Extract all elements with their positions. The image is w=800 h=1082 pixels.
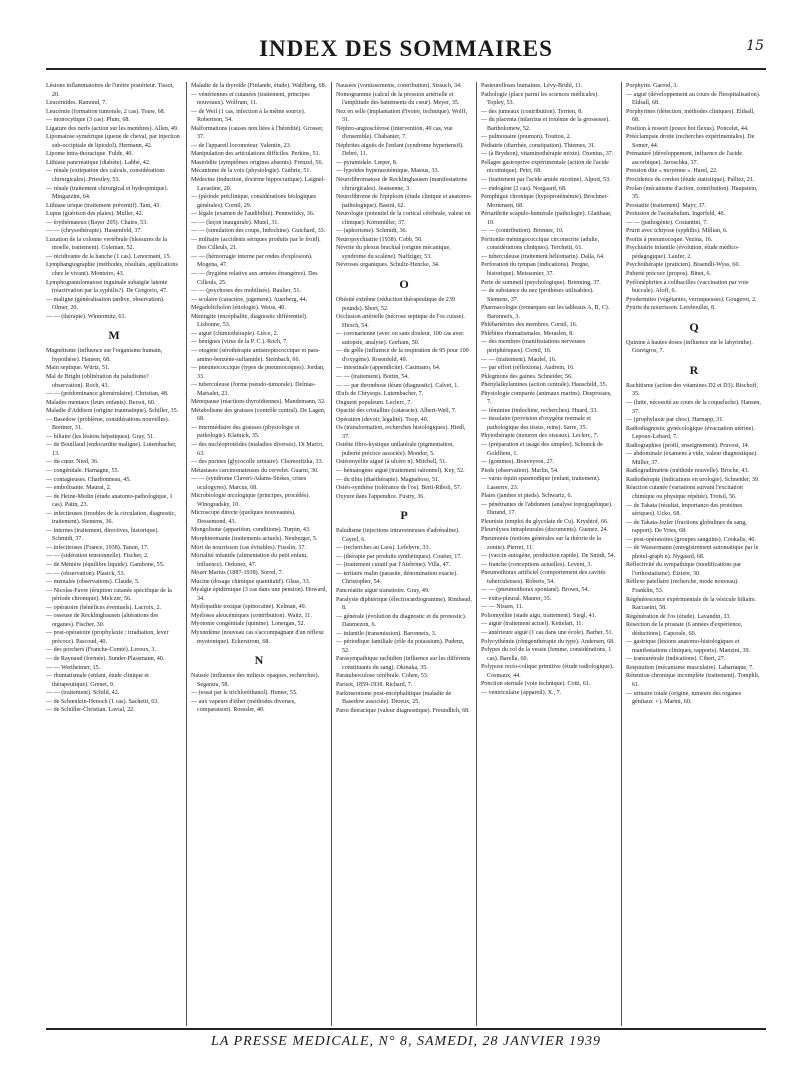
index-entry: — varus équin spasmodique (enfant, traitement). Lasserre, 23. (481, 476, 601, 491)
index-entry: Polycythémie (röntgenthérapie du type). Andersen, 68. (481, 638, 615, 645)
index-entry: — embolisante. Maurat, 2. (46, 485, 112, 492)
index-entry: — de Ménière (équilibre liquide). Gambone, 55. (46, 561, 165, 568)
index-entry: Œufs de Chrysops. Lutembacher, 7. (336, 391, 424, 398)
index-entry: Ostéite fibro-kystique unilatérale (pigmentation, puberté précoce associée). Mondor, 5. (336, 442, 454, 457)
index-entry: — — (hygiène relative aux armées étrangères). Des Cilleuls, 25. (191, 271, 318, 286)
index-entry: — — (traitement). Bottin, 54. (336, 373, 409, 380)
index-entry: Occlusion artérielle (nécrose septique de l'os cuisse). Hirsch, 54. (336, 314, 465, 329)
index-entry: Prostatite (traitement). Mayr, 37. (626, 202, 706, 209)
index-entry: Quinine à hautes doses (influence sur le labyrinthe). Gravigros, 7. (626, 339, 753, 355)
index-entry: Pédiatrie (diarrhée, constipation). Thiemes, 31. (481, 142, 596, 149)
index-entry: — (vaccin autogène, production rapide). De Smidt, 54. (481, 553, 616, 560)
index-entry: Leucémides. Ramond, 7. (46, 100, 107, 107)
index-entry: Radiogradimétrie (méthode nouvelle). Broche, 43. (626, 468, 750, 475)
index-entry: — lypoïdes hyperazotémique. Masius, 33. (336, 168, 440, 175)
index-entry: Néphrites aiguës de l'enfant (syndrome hypertensif). Debré, 11. (336, 142, 464, 158)
index-entry: — — (observation). Plasick, 53. (46, 570, 126, 577)
index-entry: — de Heine-Medin (étude anatomo-pathologique, 1 cas). Patin, 23. (46, 493, 173, 509)
index-entry: — de Takata-Jezler (fractions globulines du sang, rapport). De Vries, 68. (626, 519, 747, 535)
index-entry: — mentales (observations). Claude, 5. (46, 579, 140, 586)
index-columns (46, 82, 766, 1026)
index-entry: — post-opératoires (groupes sanguins). Cookalis, 40. (626, 536, 756, 543)
index-entry: Luxation de la colonne vertébrale (blessures de la moelle, traitement). Coleman, 52. (46, 236, 167, 252)
index-entry: Phlegmons des gaines. Schneider, 56. (481, 373, 573, 380)
index-column (331, 82, 476, 1026)
index-entry: — antérieure aiguë (1 cas dans une école). Barber, 51. (481, 630, 614, 636)
index-entry: Régénération de l'os (étude). Lavandin, 33. (626, 613, 731, 620)
index-entry: — (période préclinique, considérations biologiques générales). Cornil, 29. (191, 194, 317, 209)
index-entry: Puberté précoce (propos). Binet, 6. (626, 271, 712, 278)
index-entry: — militaire (accidents sériques produits par le froid). Des Cilleuls, 21. (191, 236, 321, 252)
index-entry: Lipomatose symétrique (queue de cheval, par injection sub-occipitale de lipiodol). Hermann, 42. (46, 134, 180, 149)
index-entry: — (thérapie par produits synthétiques). Coutier, 17. (336, 553, 462, 560)
index-entry: Lipome intra-thoracique. Fulde, 40. (46, 151, 133, 158)
index-entry: — de Raynaud (formée). Sunder-Plassmann, 40. (46, 656, 165, 662)
index-entry: — (gommes). Bouveyron, 27. (481, 459, 555, 466)
index-entry: — pénétrantes de l'abdomen (analyse topographique). Durand, 17. (481, 501, 613, 517)
index-entry: Lithiase urique (traitement préventif). Tant, 43. (46, 202, 161, 209)
index-entry: Opération (devoir, légalité). Toop, 40. (336, 416, 429, 423)
index-entry: Radiographies (profil, enseignement). Pruvost, 14. (626, 442, 750, 449)
index-entry: — — (pneumothorax spontané). Brown, 54. (481, 587, 589, 594)
index-entry: Nausées (vomissements, contribution). Strauch, 34. (336, 83, 462, 89)
index-entry: — — (prédominance glomérulaire). Christian, 48. (46, 391, 169, 398)
index-entry: Polypes du col de la vessie (femme, considérations, 1 cas). Barella, 60. (481, 647, 612, 662)
index-entry: Malformations (causes non liées à l'hérédité). Grosser, 37. (191, 125, 324, 141)
index-entry: Oxyure dans l'appendice. Fustry, 36. (336, 493, 425, 500)
index-column (186, 82, 331, 1026)
index-entry: Mastoïdite (symptômes origines absents). Frenzel, 56. (191, 159, 324, 166)
index-entry: Mortalité infantile (alimentation du petit enfant, influence). Ordonez, 47. (191, 553, 308, 568)
index-entry: Ostéomyélite aiguë (à ulcère n). Mitchell, 51. (336, 459, 447, 466)
index-entry: Respiration (mécanisme musculaire). Labarraque, 7. (626, 664, 754, 671)
index-entry: — rhumatismale (enfant, étude clinique et thérapeutique). Grenet, 9. (46, 673, 149, 688)
index-entry: Myéloses aleucémiques (contribution). Waitz, 11. (191, 612, 312, 619)
index-entry: Plaies (jambes et pieds). Schwartz, 6. (481, 493, 573, 500)
index-entry: — tuberculeuse (forme pseudo-tumorale). Delmas-Marsalet, 23. (191, 382, 316, 397)
index-entry: Myélopathie toxique (spinocaïne). Kelman, 49. (191, 604, 307, 611)
index-entry: — de Bouillaud (endocardite maligne). Lutembacher, 13. (46, 442, 177, 457)
index-entry: Pancréatite aiguë transitoire. Gray, 49. (336, 587, 430, 594)
index-entry: — osseuse de Recklinghausen (altérations des organes). Fischer, 30. (46, 613, 159, 628)
index-entry: Poliomyélite (stade aigu, traitement). Siegl, 41. (481, 612, 597, 619)
index-entry: Neuropsychiatrie (1938). Cobb, 50. (336, 236, 423, 243)
index-entry: Pieds (observation). Marlin, 54. (481, 467, 559, 474)
index-entry: — rénale (extirpation des calculs, considérations chirurgicales). Priestley, 53. (46, 168, 165, 184)
index-entry: Métabolisme des graisses (contrôle central). De Lagen, 68. (191, 407, 326, 423)
index-entry: — urinaire totale (origine, tumeurs des organes génitaux ♀). Marini, 60. (626, 690, 742, 706)
section-letter: Q (689, 319, 699, 334)
index-entry: — de Schüller-Christian. Lavial, 22. (46, 707, 135, 714)
index-entry: — du placenta (infarctus et toxémie de la grossesse). Bartholomew, 52. (481, 117, 610, 132)
index-entry: Périarthrite scapulo-humérale (pathologie). Glatthaar, 10. (481, 211, 612, 226)
index-entry: Neurologie (potentiel de la cortical cérébrale, valeur en clinique). Kornmüller, 37. (336, 211, 471, 226)
index-entry: Réflexe patellaire (recherche, mode nouveau). Franklin, 53. (626, 579, 739, 594)
page-footer: LA PRESSE MEDICALE, N° 8, SAMEDI, 28 JANVIER 1939 (46, 1028, 766, 1050)
index-entry: Méningite (encéphalite, diagnostic différentiel). Lisbonne, 53. (191, 313, 308, 329)
index-entry: — aux vapeurs d'éther (méthodes diverses, comparaison). Roessler, 40. (191, 698, 296, 714)
page-title: INDEX DES SOMMAIRES (259, 36, 553, 61)
index-entry: Rachitisme (action des vitamines D2 et D3). Bischoff, 35. (626, 382, 759, 398)
index-entry: — récidivante de la hanche (1 cas). Lenormant, 15. (46, 253, 172, 260)
index-entry: Paratuberculose cérébrale. Cohen, 53. (336, 673, 429, 680)
index-entry: Manipulation des articulations difficiles. Perkins, 51. (191, 151, 321, 158)
index-entry: — opératoire (bénéfices éventuels). Lacroix, 2. (46, 604, 162, 611)
index-entry: — internes (traitement, directives, historique). Schmidt, 37. (46, 527, 159, 543)
index-entry: — post-opératoire (prophylaxie : irradiation, lever précoce). Pascoud, 40. (46, 630, 169, 645)
index-entry: Ostéo-synthèse (tolérance de l'os). Berti-Riboli, 57. (336, 485, 462, 492)
index-entry: Main septique. Würtz, 51. (46, 365, 110, 372)
index-entry: Pyurie du nourrisson. Lereboullet, 8. (626, 305, 716, 312)
index-entry: — aiguë (traitement actuel). Kettelart, 11. (481, 621, 583, 628)
index-entry: Psychiatrie infantile (évolution, étude médico-pédagogique). Laufer, 2. (626, 245, 740, 260)
index-column (476, 82, 621, 1026)
index-entry: Pneumothorax artificiel (comportement des cavités tuberculeuses). Roberts, 54. (481, 570, 606, 585)
index-entry: Phlébites rhumatismales. Meraslen, 8. (481, 330, 574, 337)
index-entry: Néphro-angiosclérose (intervention, 49 cas, vue d'ensemble). Chabanier, 7. (336, 125, 453, 141)
index-entry: Régénérescence expérimentale de la vésicule biliaire. Raccaeini, 58. (626, 596, 757, 612)
index-entry: Mal de Bright (oblitération du paludisme? observation). Roch, 43. (46, 373, 149, 389)
index-entry: — intermédiaire des graisses (physiologie et pathologie). Klainick, 35. (191, 424, 300, 440)
index-entry: Mort du nourrisson (cas évitables). Fusslin, 37. (191, 544, 306, 551)
index-entry: Neurofibromatose de Recklinghausen (manifestations chirurgicales). Jeansenne, 3. (336, 177, 468, 192)
index-entry: Névrite du plexus brachial (origine mécanique, syndrome du scalène). Naffziger, 53. (336, 245, 451, 260)
index-entry: — du grêle (influence de la respiration de 95 pour 100 d'oxygène). Rosenfeld, 49. (336, 348, 469, 363)
index-entry: — du tibia (diaéthérapie). Magnaboso, 51. (336, 476, 440, 483)
index-entry: — rénale (traitement chirurgical et hydropinique). Mingazzini, 64. (46, 185, 169, 201)
index-entry: Ponction sternale (voie technique). Cotti, 61. (481, 681, 591, 688)
index-entry: — aiguë (développement au cours de l'hospitalisation). Eldsall, 68. (626, 91, 761, 107)
index-entry: — infantile (transmission). Baronneix, 3. (336, 630, 437, 637)
index-entry: Parkinsonisme post-encéphalitique (maladie de Basedow associée). Dereux, 25. (336, 690, 452, 706)
index-entry: Pemphigus chronique (hypoprotéinémie). Brochner-Mortensen, 68. (481, 194, 609, 209)
index-entry: Procidence du cordon (étude statistique). Palliez, 21. (626, 177, 755, 184)
index-entry: — (traitement par l'acide amide nicotine). Alport, 53. (481, 177, 611, 184)
index-entry: Parasympathique rachidien (influence sur les différents constituants du sang). Okinaka, 35. (336, 656, 471, 671)
index-entry: Paroi thoracique (valeur diagnostique). Freundlich, 68. (336, 707, 470, 714)
index-entry: Résection de la prostate (6 années d'expérience, déductions). Caporale, 60. (626, 622, 743, 637)
index-entry: — pulmonaire (poumon). Touttou, 2. (481, 134, 572, 141)
index-entry: Prééclampsie droite (recherches expérimentales). De Somer, 44. (626, 134, 755, 149)
index-entry: — (prophylaxie par choc). Harnapp, 31. (626, 417, 724, 424)
index-entry: — de Wassermann (enregistrement automatique par le photel-graph n). Nygaard, 68. (626, 545, 759, 560)
index-entry: — — (hémorragie interne par ondes d'explosion). Mogena, 47. (191, 253, 313, 269)
index-entry: — hématogène aiguë (traitement rationnel). Key, 52. (336, 467, 465, 474)
index-column (621, 82, 766, 1026)
index-entry: Perte de sommeil (psychologique). Brenning, 37. (481, 279, 601, 286)
index-entry: Réaction cutanée (variations suivant l'excitation chimique ou physique répétée). Trotsil, 56. (626, 485, 743, 500)
index-entry: — aiguë (chimiothérapie). Lièce, 2. (191, 330, 279, 337)
index-entry: Nez en selle (implantation d'ivoire, technique). Wolff, 31. (336, 108, 468, 124)
index-entry: Position à ressort (pouce bot flexus). Poncelet, 44. (626, 125, 749, 132)
index-entry: Opacité des cristallins (cataracte). Albert-Weil, 7. (336, 408, 457, 415)
index-entry: Phénylalkylamines (action centrale). Hauschild, 35. (481, 382, 608, 389)
index-entry: — (préparation et usage des simples). Schunck de Goldfiem, 1. (481, 441, 603, 457)
index-entry: — — (chrysothérapie). Hassenfeld, 37. (46, 228, 142, 235)
index-entry: Myotonie congénitale (quinine). Lonergan, 52. (191, 621, 306, 628)
index-entry: Prématuré (développement, influence de l'acide ascorbique). Jaroschka, 37. (626, 151, 742, 166)
index-entry: Mécanisme de la voix (physiologie). Guthrie, 51. (191, 168, 311, 175)
index-entry: — Basedow (problème, considérations nouvelles). Brettner, 31. (46, 416, 170, 432)
index-entry: Myxœdème (nouveau cas s'accompagnant d'un réflexe myotonique). Eckerstrom, 68. (191, 630, 324, 645)
index-entry: — (traitement curatif par l'Atebrine). Villa, 47. (336, 562, 451, 569)
index-entry: — intestinale (appendicite). Casimano, 64. (336, 365, 441, 372)
index-entry: Leucémie (formation tumorale, 2 cas). Touw, 68. (46, 108, 166, 115)
index-entry: — — (syndrome Claveri-Adams-Stokes, crises oculogyres). Marcus, 68. (191, 476, 307, 491)
index-entry: — des membres (manifestations nerveuses périphériques). Cornil, 16. (481, 339, 586, 354)
index-entry: — franche (conceptions actuelles). Levent, 3. (481, 561, 592, 568)
index-entry: Microbiologie œcologique (principes, procédés). Winogradsky, 10. (191, 493, 310, 508)
index-entry: — — (thérapie). Wintermitz, 61. (46, 313, 127, 320)
index-entry: Nausée (influence des milieux opaques, recherches). Segarara, 58. (191, 673, 320, 688)
index-entry: Ménopause (réactions thyroïdiennes). Mandemann, 32. (191, 399, 326, 406)
section-letter: M (108, 328, 120, 343)
index-entry: — abdominale (examens à vide, valeur diagnostique). Müller, 37. (626, 451, 758, 466)
index-entry: Réflectivité du sympathique (modifications par l'orthostatisme). Eiziere, 30. (626, 562, 742, 577)
index-entry: — bénignes (virus de la P. C.). Roch, 7. (191, 339, 288, 346)
index-entry: — périodique familiale (rôle du potassium). Pudenz, 52. (336, 639, 465, 654)
index-entry: — générale (évolution du diagnostic et du pronostic). Daumezon, 6. (336, 613, 467, 629)
section-letter: N (254, 653, 264, 668)
index-entry: — congénitale. Harnagne, 55. (46, 467, 120, 474)
index-entry: Obésité extrême (réduction thérapeutique de 239 pounds). Short, 52. (336, 297, 455, 312)
index-entry: Pneumonie (notions générales sur la théorie de la zonite). Pierret, 11. (481, 535, 601, 551)
index-entry: — — (simulation des coups, Indochine). Guichard, 33. (191, 228, 326, 235)
index-entry: Mucine (dosage chimique quantitatif). Glass, 33. (191, 578, 311, 585)
index-entry: Pharmacologie (remarques sur les tableaux A, B, C). Baronneix, 3. (481, 305, 610, 320)
index-entry: Neurofibrome de l'épiploon (étude clinique et anatomo-pathologique). Basini, 62. (336, 194, 472, 209)
index-entry: — du cœur. Nied, 36. (46, 459, 99, 466)
index-entry: — de Takata (résultat, importance des protéines sériques). Ucko, 68. (626, 502, 743, 518)
index-entry: Parisot, 1859-1938. Richard, 7. (336, 682, 413, 688)
index-entry: — vénériennes et cutanées (traitement, principes nouveaux). Wolfram, 11. (191, 91, 310, 107)
index-entry: Lithiase pancréatique (diabète). Labbé, 42. (46, 159, 151, 166)
index-entry: Pathologie (place parmi les sciences médicales). Topley, 53. (481, 91, 599, 107)
index-entry: Lupus (guérison des plaies). Muller, 42. (46, 211, 144, 218)
index-entry: — légale (examen de l'audibilité). Pennwitzky, 36. (191, 211, 315, 218)
index-entry: — de Weil (1 cas, infection à la même source). Robertson, 54. (191, 108, 306, 124)
index-entry: — des nucléoprotéides (maladies diverses). Di Marco, 63. (191, 441, 324, 457)
index-entry: Radiothérapie (indications en urologie). Schneider, 39. (626, 476, 760, 483)
index-entry: — — Nissen, 11. (481, 604, 524, 611)
index-entry: Nomogramme (calcul de la pression artérielle et l'amplitude des battements du cœur). Meyer, 35. (336, 91, 460, 107)
index-entry: — — (traitement). Maufel, 16. (481, 356, 557, 363)
index-entry: — biliaire (les lésions hépatiques). Gray, 51. (46, 433, 155, 440)
index-entry: — de l'appareil locomoteur. Valentin, 23. (191, 142, 292, 149)
index-entry: Radiodiagnostic gynécologique (évacuation utérine). Lepoux-Lebard, 7. (626, 425, 755, 441)
index-entry: Porphyrines (détection, méthodes cliniques). Eldsall, 68. (626, 108, 755, 124)
page-header (46, 34, 766, 70)
index-entry: — — (pathogénie). Costantini, 7. (626, 219, 708, 226)
index-entry: Physiologie comparée (animaux marins). Desprosses, 7. (481, 390, 612, 406)
index-entry: Névroses organiques. Schultz-Hencke, 34. (336, 262, 440, 269)
index-entry: Prurit avec ichtyose (syphilis). Millian, 6. (626, 228, 728, 235)
index-entry: — (à Brydson), vitaminothérapie mixte). Oxenius, 37. (481, 151, 614, 158)
index-entry: Péritonite méningococcique circonscrite (adulte, considérations cliniques). Terchetti, 61. (481, 236, 600, 252)
index-entry: — par effort (réflexions). Audrein, 16. (481, 365, 575, 372)
index-entry: Lymphangiographie (méthodes, résultats, applications chez le vivant). Monteiro, 43. (46, 262, 178, 278)
index-entry: Malades mentaux (leurs enfants). Bersot, 60. (46, 399, 156, 406)
index-entry: Pyodermites (végétantes, verruqueuses). Gougerot, 2. (626, 296, 757, 303)
index-entry: — tertiaire malin (parasite, dénomination exacte). Christopher, 54. (336, 570, 458, 586)
section-letter: O (399, 277, 409, 292)
index-entry: — — Wertheimer, 15. (46, 664, 101, 671)
index-entry: — féminine (indochine, recherches). Huard, 33. (481, 407, 598, 414)
section-letter: P (400, 508, 408, 523)
index-entry: Morphinomanie (traitements actuels). Neuberger, 5. (191, 535, 318, 542)
index-entry: Psoïtis à pneumocoque. Vezina, 16. (626, 236, 713, 243)
index-entry: Ligature des nerfs (action sur les membres). Allen, 49. (46, 125, 179, 132)
index-entry: — — (traitement). Schild, 42. (46, 690, 120, 697)
index-entry: — ventriculaire (appareil). X., 7. (481, 689, 562, 696)
index-column (46, 82, 186, 1026)
index-entry: Maladie de la thyroïde (Finlande, étude). Wahlberg, 68. (191, 83, 327, 89)
index-entry: — endogène (2 cas). Norgaard, 68. (481, 185, 567, 192)
index-entry: — coronarienne (avec ou sans douleur, 100 cas avec autopsie, analyse). Gorham, 50. (336, 331, 464, 346)
index-entry: — — (contribution). Bronner, 10. (481, 228, 564, 235)
index-entry: — infectieuses (troubles de la circulation, diagnostic, traitement). Siemens, 36. (46, 510, 176, 526)
index-entry: — (essai par le trichloréthanol). Hunter, 55. (191, 690, 298, 697)
index-entry: — — (leçon inaugurale). Mutel, 31. (191, 219, 279, 226)
index-entry: — otogène (sérothérapie antistreptococcique et para-amino-benzène-sulfamide). Steinbach, 66. (191, 347, 321, 363)
index-entry: — — (psychoses des mobilisés). Raulier, 51. (191, 288, 301, 295)
index-entry: Perforation du tympan (indications). Pergne, historique). Meissonier, 37. (481, 262, 590, 278)
index-entry: — — (sidération tensionnelle). Fischer, 2. (46, 553, 149, 560)
index-entry: — des jumeaux (contribution). Terrien, 8. (481, 108, 583, 115)
index-entry: — pyramidale. Lœper, 8. (336, 159, 398, 166)
index-entry: — (recherches au Laos). Lefebvre, 33. (336, 545, 431, 552)
index-entry: — tissulaire (provision d'oxygène normale et pathologique des tissus, reins). Sarre, 35. (481, 416, 591, 431)
index-entry: Paralysie diphtérique (électrocardiogramme). Rimbaud, 8. (336, 596, 472, 612)
index-entry: — (aphorisme). Schmidt, 36. (336, 228, 408, 235)
index-entry: — extra-pleural. Maurer, 35. (481, 595, 552, 602)
index-entry: Pellagre gastroprive expérimentale (action de l'acide nicotinique). Petri, 68. (481, 159, 609, 175)
index-entry: — des porchers (Franche-Comté). Leroux, 3. (46, 647, 156, 654)
index-entry: Mozer Marius (1887-1938). Sorrel, 7. (191, 570, 284, 577)
index-entry: Lésions inflammatoires de l'urètre postérieur. Tissot, 20. (46, 83, 174, 98)
index-entry: Onguent populeum. Leclerc, 7. (336, 399, 412, 406)
index-entry: — — par thrombose iléum (diagnostic). Calvet, 1. (336, 382, 459, 389)
index-entry: Pleurésie (emploi du glycolate de Cu). Kryshtof, 66. (481, 518, 609, 525)
index-entry: Magnétisme (influence sur l'organisme humain, hypothèse). Hansen, 68. (46, 348, 163, 363)
index-entry: — scolaire (caractère, jugement). Auerberg, 44. (191, 296, 308, 303)
index-entry: Os (transformation, recherches histologiques). Hiedl, 37. (336, 425, 466, 440)
index-entry: Pasteurelloses humaines. Lévy-Bruhl, 11. (481, 83, 583, 89)
index-entry: — infectieuses (France, 1938). Tanon, 17. (46, 544, 149, 551)
index-entry: — érythémateux (Bayer 205). Chaies, 53. (46, 219, 148, 226)
index-entry: Psychothérapie (praticien). Braendli-Wyss, 60. (626, 262, 741, 269)
index-entry: Phytothérapie (mouron des oiseaux). Leclerc, 7. (481, 433, 599, 440)
index-entry: Pyélonéphrites à colibacilles (vaccination par voie buccale). Aloff, 6. (626, 279, 749, 295)
index-entry: — transurétrale (indications). Cibert, 27. (626, 656, 726, 663)
index-entry: Maladie d'Addison (origine traumatique). Schiller, 35. (46, 408, 179, 415)
index-entry: — Nicolas-Favre (éruption cutanée spécifique de la période chronique). Melczer, 56. (46, 587, 172, 603)
index-entry: — pneumococcique (types de pneumocoques). Jordan, 33. (191, 365, 325, 380)
index-entry: — contagieuses. Charbonneau, 45. (46, 476, 131, 483)
index-entry: Médecine (induction, doctrine hippocratique). Laignel-Lavastine, 20. (191, 177, 326, 192)
index-entry: Microscope directe (quelques nouveautés). Dessemond, 43. (191, 510, 296, 525)
index-entry: Pression dite « moyenne ». Harel, 22. (626, 168, 718, 175)
index-entry: Mégadolicholon (étiologie). Weiss, 40. (191, 305, 286, 312)
index-entry: Métastases carcinomateuses du cervelet. Guarni, 30. (191, 467, 319, 474)
index-entry: — de Schœnlein-Henoch (1 cas). Sachetti, 63. (46, 698, 159, 705)
index-entry: Myalgie épidémique (3 cas dans une pension). Howard, 34. (191, 587, 327, 602)
index-entry: Paludisme (injections intraveineuses d'adrénaline). Cayrel, 6. (336, 528, 460, 543)
index-entry: Phlébartérites des membres. Cornil, 16. (481, 322, 578, 329)
index-entry: Rétention chronique incomplète (traitement). Tomphli, 61. (626, 673, 760, 688)
index-entry: — gastrique (lésions anatomo-histologiques et manifestations cliniques, rapports). Manzini, 39. (626, 639, 751, 654)
index-entry: — maligne (généralisation tardive, observation). Olmer, 20. (46, 296, 165, 312)
index-entry: Mongolisme (apparition, conditions). Turpin, 43. (191, 527, 311, 534)
index-entry: Protusion de l'acétabulum. Ingerfeld, 40. (626, 211, 726, 218)
section-letter: R (689, 362, 699, 377)
index-entry: Prolan (mécanisme d'action, contribution). Haupstein, 35. (626, 185, 758, 201)
index-entry: — de substance du nez (prothèses utilisables). Siemens, 37. (481, 288, 594, 303)
page-number: 15 (746, 38, 764, 54)
index-entry: Pleurolyses intrapleurales (documents). Guenez, 24. (481, 527, 609, 534)
index-entry: — des purines (glycocolle urinaire). Chomoritzka, 33. (191, 459, 324, 466)
index-entry: Porphyrie. Garrod, 3. (626, 83, 678, 89)
index-entry: — monocytique (3 cas). Plum, 68. (46, 117, 130, 124)
index-entry: — tuberculeuse (traitement héliomarin). Dalla, 64. (481, 253, 605, 260)
index-entry: Polypose recto-colique primitive (étude radiologique). Cosmaux, 44. (481, 664, 614, 679)
index-entry: — (lutte, nécessité au cours de la coqueluche). Hansen, 37. (626, 399, 761, 415)
index-entry: Lymphogranulomatose inguinale subaigüe latente (réactivation par la syphilis?). De Gregorio, 47. (46, 279, 168, 295)
